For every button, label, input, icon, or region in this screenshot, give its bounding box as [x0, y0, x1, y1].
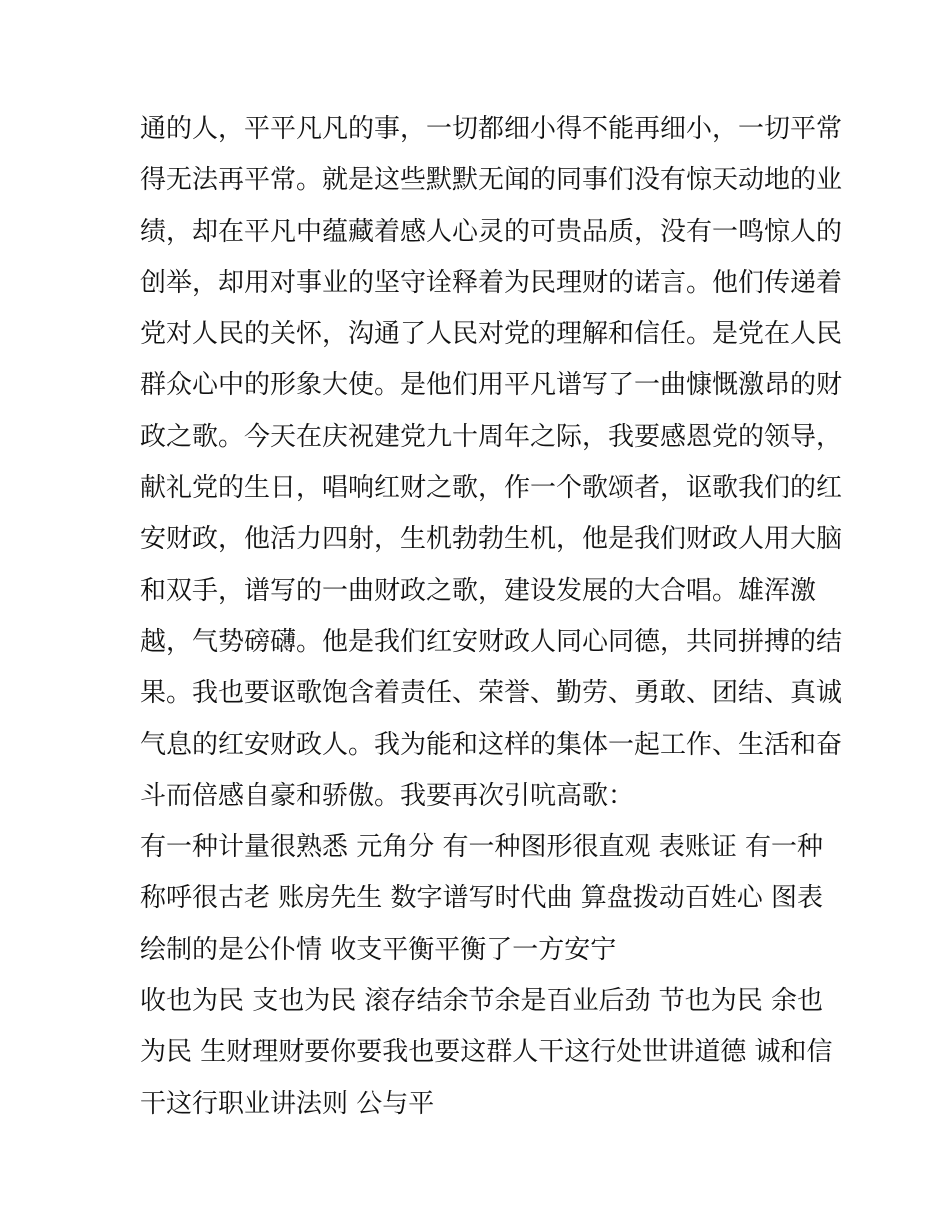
- text-line: 绩，却在平凡中蕴藏着感人心灵的可贵品质，没有一鸣惊人的: [140, 216, 843, 247]
- text-line: 干这行职业讲法则 公与平: [140, 1088, 435, 1119]
- text-line: 通的人，平平凡凡的事，一切都细小得不能再细小，一切平常: [140, 114, 843, 144]
- text-line: 气息的红安财政人。我为能和这样的集体一起工作、生活和奋: [140, 729, 843, 760]
- text-line: 收也为民 支也为民 滚存结余节余是百业后劲 节也为民 余也: [140, 986, 824, 1017]
- text-line: 和双手，谱写的一曲财政之歌，建设发展的大合唱。雄浑激: [140, 575, 817, 606]
- text-line: 斗而倍感自豪和骄傲。我要再次引吭高歌：: [140, 780, 635, 811]
- text-line: 政之歌。今天在庆祝建党九十周年之际，我要感恩党的领导，: [140, 421, 843, 452]
- text-line: 党对人民的关怀，沟通了人民对党的理解和信任。是党在人民: [140, 319, 843, 350]
- text-line: 有一种计量很熟悉 元角分 有一种图形很直观 表账证 有一种: [140, 832, 824, 863]
- text-line: 献礼党的生日，唱响红财之歌，作一个歌颂者，讴歌我们的红: [140, 473, 843, 504]
- text-line: 越，气势磅礴。他是我们红安财政人同心同德，共同拼搏的结: [140, 626, 843, 657]
- text-line: 为民 生财理财要你要我也要这群人干这行处世讲道德 诚和信: [140, 1037, 833, 1068]
- text-line: 称呼很古老 账房先生 数字谱写时代曲 算盘拨动百姓心 图表: [140, 883, 824, 914]
- text-line: 创举，却用对事业的坚守诠释着为民理财的诺言。他们传递着: [140, 267, 843, 298]
- body-text: [140, 104, 843, 1130]
- text-line: 安财政，他活力四射，生机勃勃生机，他是我们财政人用大脑: [140, 524, 843, 555]
- text-line: 群众心中的形象大使。是他们用平凡谱写了一曲慷慨激昂的财: [140, 370, 843, 401]
- text-line: 果。我也要讴歌饱含着责任、荣誉、勤劳、勇敢、团结、真诚: [140, 678, 843, 709]
- text-line: 得无法再平常。就是这些默默无闻的同事们没有惊天动地的业: [140, 165, 843, 196]
- text-line: 绘制的是公仆情 收支平衡平衡了一方安宁: [140, 934, 617, 965]
